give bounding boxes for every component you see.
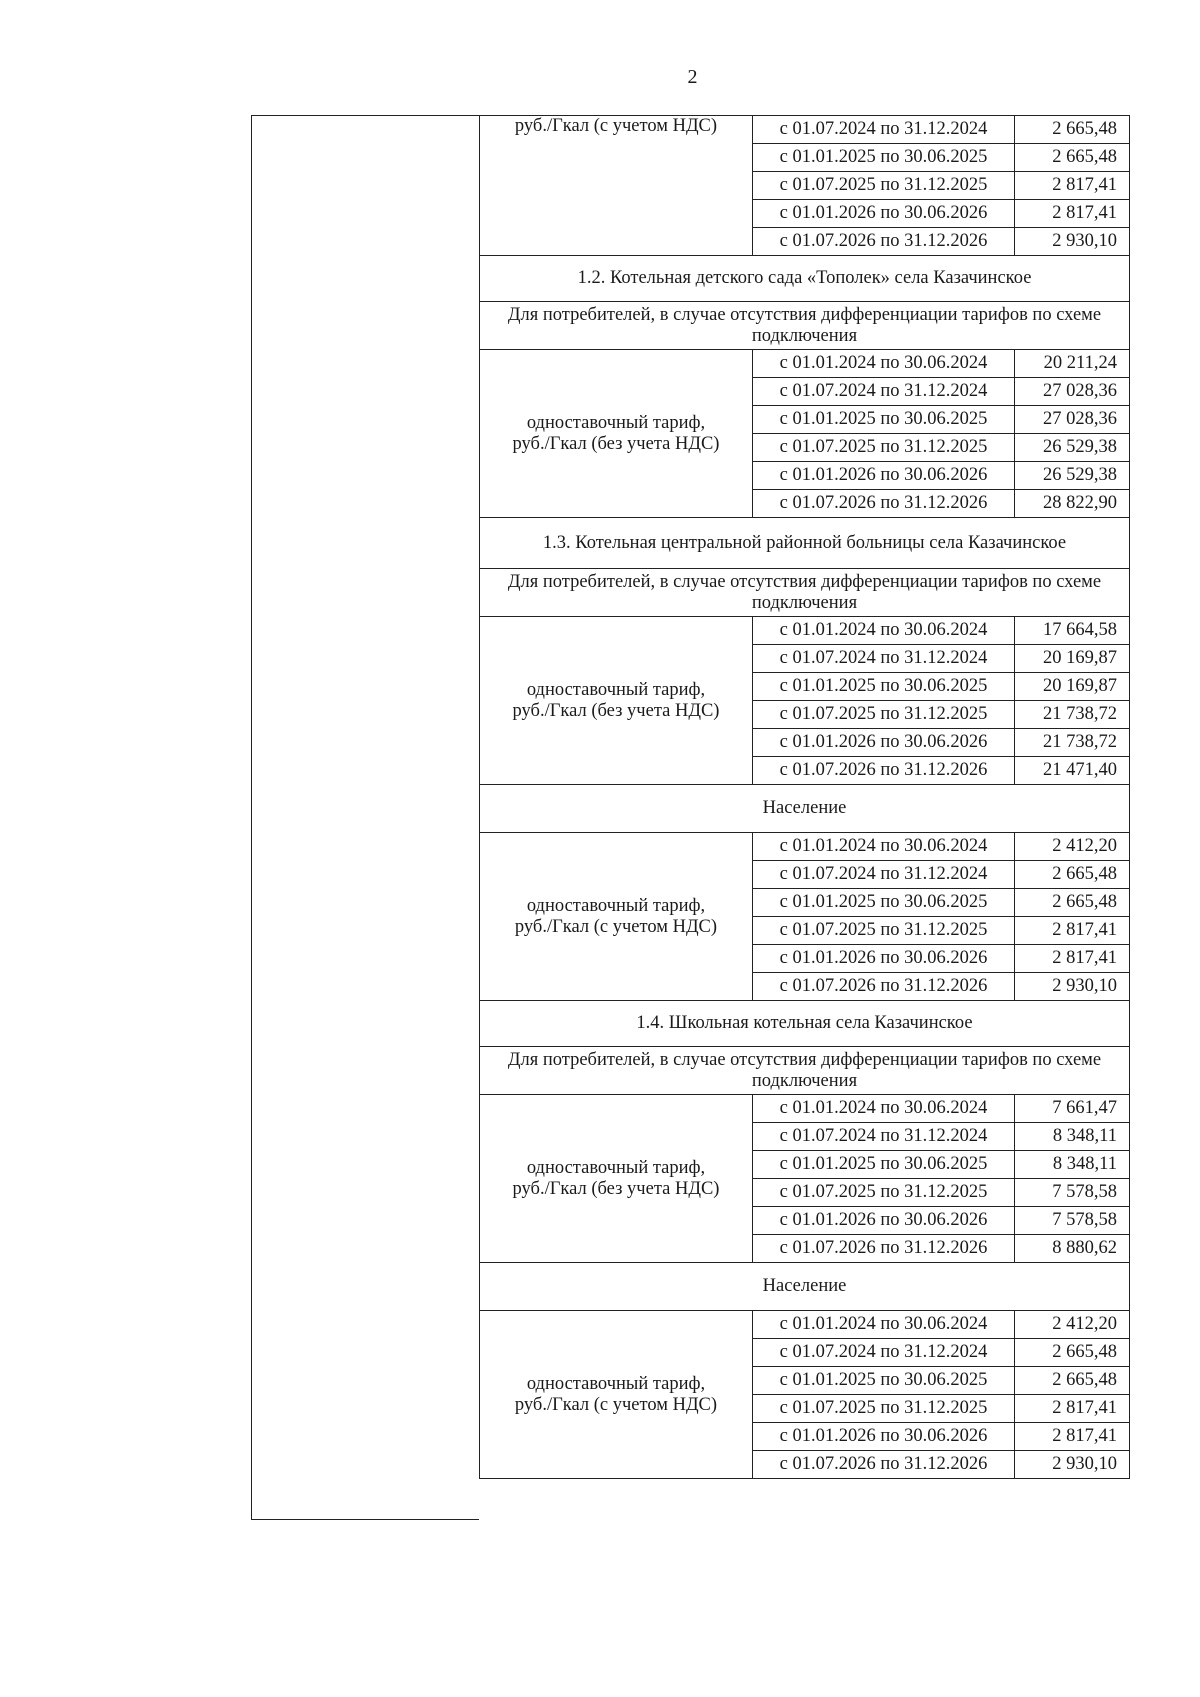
value-cell: 27 028,36 — [1015, 406, 1130, 434]
table-row — [480, 833, 1130, 861]
table-row — [480, 1095, 1130, 1123]
tariff-unit: руб./Гкал (без учета НДС) — [512, 700, 720, 721]
value-cell: 2 817,41 — [1015, 945, 1130, 973]
period-cell: с 01.07.2025 по 31.12.2025 — [753, 434, 1015, 462]
period-cell: с 01.07.2024 по 31.12.2024 — [753, 116, 1015, 144]
tariff-name-cell — [480, 1095, 753, 1263]
tariff-unit: руб./Гкал (с учетом НДС) — [514, 1394, 718, 1415]
value-cell: 2 665,48 — [1015, 144, 1130, 172]
value-cell: 20 169,87 — [1015, 645, 1130, 673]
value-cell: 28 822,90 — [1015, 490, 1130, 518]
tariff-table — [479, 115, 1130, 1479]
period-cell: с 01.01.2026 по 30.06.2026 — [753, 729, 1015, 757]
period-cell: с 01.07.2026 по 31.12.2026 — [753, 973, 1015, 1001]
value-cell: 2 412,20 — [1015, 1311, 1130, 1339]
consumer-group-row — [480, 569, 1130, 617]
value-cell: 2 665,48 — [1015, 1339, 1130, 1367]
period-cell: с 01.01.2024 по 30.06.2024 — [753, 1095, 1015, 1123]
population-label: Население — [480, 1263, 1130, 1311]
period-cell: с 01.01.2024 по 30.06.2024 — [753, 833, 1015, 861]
value-cell: 26 529,38 — [1015, 462, 1130, 490]
period-cell: с 01.07.2024 по 31.12.2024 — [753, 1123, 1015, 1151]
value-cell: 2 665,48 — [1015, 1367, 1130, 1395]
value-cell: 7 661,47 — [1015, 1095, 1130, 1123]
value-cell: 2 817,41 — [1015, 1395, 1130, 1423]
consumer-group: Для потребителей, в случае отсутствия дифференциации тарифов по схеме подключения — [480, 569, 1130, 617]
value-cell: 17 664,58 — [1015, 617, 1130, 645]
value-cell: 8 348,11 — [1015, 1123, 1130, 1151]
tariff-name: одноставочный тариф, — [526, 1157, 706, 1178]
population-label: Население — [480, 785, 1130, 833]
value-cell: 27 028,36 — [1015, 378, 1130, 406]
period-cell: с 01.07.2024 по 31.12.2024 — [753, 861, 1015, 889]
consumer-group: Для потребителей, в случае отсутствия дифференциации тарифов по схеме подключения — [480, 302, 1130, 350]
period-cell: с 01.01.2025 по 30.06.2025 — [753, 1367, 1015, 1395]
table-row — [480, 116, 1130, 144]
value-cell: 2 412,20 — [1015, 833, 1130, 861]
period-cell: с 01.01.2026 по 30.06.2026 — [753, 945, 1015, 973]
period-cell: с 01.01.2026 по 30.06.2026 — [753, 1423, 1015, 1451]
tariff-name-cell — [480, 833, 753, 1001]
period-cell: с 01.07.2026 по 31.12.2026 — [753, 490, 1015, 518]
consumer-group: Для потребителей, в случае отсутствия дифференциации тарифов по схеме подключения — [480, 1047, 1130, 1095]
value-cell: 2 817,41 — [1015, 200, 1130, 228]
value-cell: 20 211,24 — [1015, 350, 1130, 378]
consumer-group-row — [480, 302, 1130, 350]
period-cell: с 01.07.2025 по 31.12.2025 — [753, 172, 1015, 200]
population-row — [480, 785, 1130, 833]
period-cell: с 01.01.2025 по 30.06.2025 — [753, 406, 1015, 434]
period-cell: с 01.07.2026 по 31.12.2026 — [753, 228, 1015, 256]
period-cell: с 01.07.2026 по 31.12.2026 — [753, 757, 1015, 785]
period-cell: с 01.07.2026 по 31.12.2026 — [753, 1451, 1015, 1479]
tariff-name-cell — [480, 1311, 753, 1479]
section-title-row — [480, 518, 1130, 569]
table-row — [480, 617, 1130, 645]
value-cell: 2 930,10 — [1015, 228, 1130, 256]
tariff-unit: руб./Гкал (без учета НДС) — [512, 1178, 720, 1199]
table-row — [480, 350, 1130, 378]
value-cell: 26 529,38 — [1015, 434, 1130, 462]
page-number: 2 — [687, 66, 698, 88]
value-cell: 2 817,41 — [1015, 917, 1130, 945]
value-cell: 21 471,40 — [1015, 757, 1130, 785]
value-cell: 2 817,41 — [1015, 1423, 1130, 1451]
value-cell: 2 817,41 — [1015, 172, 1130, 200]
period-cell: с 01.01.2025 по 30.06.2025 — [753, 673, 1015, 701]
value-cell: 20 169,87 — [1015, 673, 1130, 701]
value-cell: 7 578,58 — [1015, 1179, 1130, 1207]
outer-left-column — [251, 115, 479, 1520]
value-cell: 2 665,48 — [1015, 889, 1130, 917]
table-row — [480, 1311, 1130, 1339]
value-cell: 2 930,10 — [1015, 1451, 1130, 1479]
population-row — [480, 1263, 1130, 1311]
period-cell: с 01.07.2025 по 31.12.2025 — [753, 1179, 1015, 1207]
value-cell: 2 665,48 — [1015, 861, 1130, 889]
tariff-name: одноставочный тариф, — [526, 679, 706, 700]
consumer-group-row — [480, 1047, 1130, 1095]
period-cell: с 01.07.2026 по 31.12.2026 — [753, 1235, 1015, 1263]
value-cell: 21 738,72 — [1015, 701, 1130, 729]
period-cell: с 01.07.2025 по 31.12.2025 — [753, 1395, 1015, 1423]
tariff-name: одноставочный тариф, — [526, 412, 706, 433]
section-title-row — [480, 256, 1130, 302]
period-cell: с 01.01.2025 по 30.06.2025 — [753, 889, 1015, 917]
tariff-name: одноставочный тариф, — [526, 1373, 706, 1394]
period-cell: с 01.07.2024 по 31.12.2024 — [753, 645, 1015, 673]
period-cell: с 01.07.2025 по 31.12.2025 — [753, 701, 1015, 729]
period-cell: с 01.07.2024 по 31.12.2024 — [753, 378, 1015, 406]
tariff-name-cell — [480, 617, 753, 785]
value-cell: 8 348,11 — [1015, 1151, 1130, 1179]
period-cell: с 01.01.2025 по 30.06.2025 — [753, 1151, 1015, 1179]
period-cell: с 01.01.2026 по 30.06.2026 — [753, 200, 1015, 228]
period-cell: с 01.07.2025 по 31.12.2025 — [753, 917, 1015, 945]
period-cell: с 01.01.2024 по 30.06.2024 — [753, 617, 1015, 645]
section-title: 1.3. Котельная центральной районной больницы села Казачинское — [480, 518, 1130, 569]
value-cell: 7 578,58 — [1015, 1207, 1130, 1235]
tariff-unit: руб./Гкал (с учетом НДС) — [514, 916, 718, 937]
period-cell: с 01.01.2024 по 30.06.2024 — [753, 1311, 1015, 1339]
period-cell: с 01.01.2026 по 30.06.2026 — [753, 462, 1015, 490]
value-cell: 8 880,62 — [1015, 1235, 1130, 1263]
tariff-name: одноставочный тариф, — [526, 895, 706, 916]
tariff-name-cell: руб./Гкал (с учетом НДС) — [480, 116, 753, 256]
value-cell: 2 930,10 — [1015, 973, 1130, 1001]
value-cell: 2 665,48 — [1015, 116, 1130, 144]
value-cell: 21 738,72 — [1015, 729, 1130, 757]
section-title: 1.2. Котельная детского сада «Тополек» села Казачинское — [480, 256, 1130, 302]
tariff-name-cell — [480, 350, 753, 518]
section-title: 1.4. Школьная котельная села Казачинское — [480, 1001, 1130, 1047]
period-cell: с 01.01.2025 по 30.06.2025 — [753, 144, 1015, 172]
period-cell: с 01.01.2026 по 30.06.2026 — [753, 1207, 1015, 1235]
section-title-row — [480, 1001, 1130, 1047]
period-cell: с 01.01.2024 по 30.06.2024 — [753, 350, 1015, 378]
period-cell: с 01.07.2024 по 31.12.2024 — [753, 1339, 1015, 1367]
tariff-unit: руб./Гкал (без учета НДС) — [512, 433, 720, 454]
